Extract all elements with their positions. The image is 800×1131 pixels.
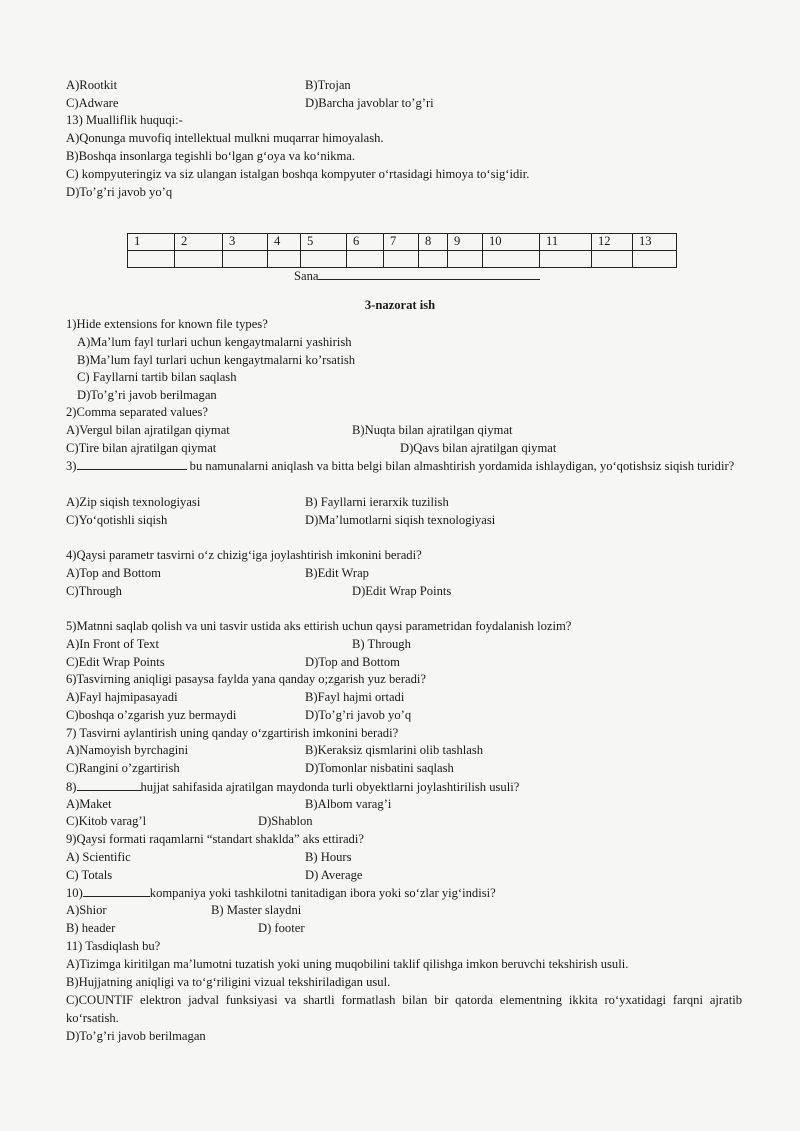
answer-table-header-row (128, 234, 677, 251)
answer-cell[interactable] (483, 251, 540, 268)
answer-table-number: 1 (128, 234, 175, 251)
q7-option-d: D)Tomonlar nisbatini saqlash (305, 761, 454, 775)
q3-number: 3) (66, 459, 77, 473)
q2-question: 2)Comma separated values? (66, 405, 208, 419)
q9-option-d: D) Average (305, 868, 363, 882)
answer-table-number: 13 (633, 234, 677, 251)
answer-cell[interactable] (384, 251, 419, 268)
answer-cell[interactable] (347, 251, 384, 268)
q11-option-c: C)COUNTIF elektron jadval funksiyasi va shartli formatlash bilan bir qatorda elementning ikkita ro‘yxatidagi farqni ajratib ko‘rsatish. (66, 993, 742, 1025)
q3-blank[interactable] (77, 457, 187, 470)
q2-option-c: C)Tire bilan ajratilgan qiymat (66, 441, 217, 455)
q7-option-a: A)Namoyish byrchagini (66, 743, 189, 757)
q5-option-d: D)Top and Bottom (305, 655, 400, 669)
answer-cell[interactable] (128, 251, 175, 268)
date-label: Sana (294, 269, 319, 283)
q1-option-c: C) Fayllarni tartib bilan saqlash (77, 370, 237, 384)
q12-option-c: C)Adware (66, 96, 119, 110)
q13-question: 13) Mualliflik huquqi:- (66, 113, 183, 127)
q7-option-b: B)Keraksiz qismlarini olib tashlash (305, 743, 484, 757)
q6-question: 6)Tasvirning aniqligi pasaysa faylda yana qanday o;zgarish yuz beradi? (66, 672, 427, 686)
q3-question (66, 457, 742, 475)
q3-option-a: A)Zip siqish texnologiyasi (66, 495, 201, 509)
q6-option-a: A)Fayl hajmipasayadi (66, 690, 178, 704)
q10-option-d: D) footer (258, 921, 305, 935)
q1-question: 1)Hide extensions for known file types? (66, 317, 268, 331)
answer-table-number: 3 (223, 234, 268, 251)
q2-option-a: A)Vergul bilan ajratilgan qiymat (66, 423, 230, 437)
q9-option-b: B) Hours (305, 850, 352, 864)
q8-option-c: C)Kitob varag’l (66, 814, 147, 828)
q2-option-b: B)Nuqta bilan ajratilgan qiymat (352, 423, 513, 437)
q12-option-b: B)Trojan (305, 78, 351, 92)
answer-cell[interactable] (268, 251, 301, 268)
q4-option-c: C)Through (66, 584, 122, 598)
q6-option-b: B)Fayl hajmi ortadi (305, 690, 405, 704)
q8-option-b: B)Albom varag’i (305, 797, 392, 811)
answer-table-number: 5 (301, 234, 347, 251)
date-blank[interactable] (318, 267, 540, 280)
answer-table-blank-row (128, 251, 677, 268)
answer-table (127, 233, 677, 268)
q8-blank[interactable] (77, 778, 141, 791)
q8-question (66, 778, 519, 795)
q5-option-b: B) Through (352, 637, 411, 651)
q9-question: 9)Qaysi formati raqamlarni “standart shaklda” aks ettiradi? (66, 832, 364, 846)
answer-table-number: 6 (347, 234, 384, 251)
q3-option-b: B) Fayllarni ierarxik tuzilish (305, 495, 449, 509)
q6-option-c: C)boshqa o’zgarish yuz bermaydi (66, 708, 237, 722)
q11-option-b: B)Hujjatning aniqligi va to‘g‘riligini vizual tekshiriladigan usul. (66, 975, 391, 989)
q4-option-b: B)Edit Wrap (305, 566, 369, 580)
q8-option-d: D)Shablon (258, 814, 313, 828)
q12-option-d: D)Barcha javoblar to’g’ri (305, 96, 434, 110)
q10-question (66, 884, 496, 901)
section-title: 3-nazorat ish (364, 298, 436, 312)
q9-option-a: A) Scientific (66, 850, 131, 864)
q10-option-a: A)Shior (66, 903, 107, 917)
answer-cell[interactable] (540, 251, 592, 268)
answer-table-number: 9 (448, 234, 483, 251)
answer-cell[interactable] (301, 251, 347, 268)
q8-option-a: A)Maket (66, 797, 112, 811)
answer-cell[interactable] (223, 251, 268, 268)
q5-option-c: C)Edit Wrap Points (66, 655, 165, 669)
date-line (294, 267, 540, 284)
answer-cell[interactable] (633, 251, 677, 268)
q3-option-c: C)Yo‘qotishli siqish (66, 513, 168, 527)
q7-question: 7) Tasvirni aylantirish uning qanday o‘zgartirish imkonini beradi? (66, 726, 399, 740)
q10-text: kompaniya yoki tashkilotni tanitadigan ibora yoki so‘zlar yig‘indisi? (149, 886, 496, 900)
q13-option-a: A)Qonunga muvofiq intellektual mulkni muqarrar himoyalash. (66, 131, 384, 145)
q4-option-a: A)Top and Bottom (66, 566, 161, 580)
answer-cell[interactable] (175, 251, 223, 268)
q8-text: hujjat sahifasida ajratilgan maydonda turli obyektlarni joylashtirilish usuli? (140, 780, 520, 794)
answer-cell[interactable] (592, 251, 633, 268)
q7-option-c: C)Rangini o’zgartirish (66, 761, 180, 775)
answer-table-number: 4 (268, 234, 301, 251)
q13-option-d: D)To’g’ri javob yo’q (66, 185, 173, 199)
q11-option-a: A)Tizimga kiritilgan ma’lumotni tuzatish yoki uning muqobilini taklif qilishga imkon beruvchi tekshirish usuli. (66, 957, 629, 971)
answer-table-number: 11 (540, 234, 592, 251)
q4-question: 4)Qaysi parametr tasvirni o‘z chizig‘iga joylashtirish imkonini beradi? (66, 548, 422, 562)
q1-option-a: A)Ma’lum fayl turlari uchun kengaytmalarni yashirish (77, 335, 352, 349)
answer-table-number: 7 (384, 234, 419, 251)
answer-table-number: 12 (592, 234, 633, 251)
q9-option-c: C) Totals (66, 868, 113, 882)
q11-question: 11) Tasdiqlash bu? (66, 939, 161, 953)
answer-cell[interactable] (448, 251, 483, 268)
q10-blank[interactable] (83, 884, 150, 897)
answer-table-number: 10 (483, 234, 540, 251)
q10-option-c: B) header (66, 921, 116, 935)
q13-option-c: C) kompyuteringiz va siz ulangan istalgan boshqa kompyuter o‘rtasidagi himoya to‘sig‘idir. (66, 167, 530, 181)
answer-cell[interactable] (419, 251, 448, 268)
q5-option-a: A)In Front of Text (66, 637, 159, 651)
q11-option-d: D)To’g’ri javob berilmagan (66, 1029, 206, 1043)
q5-question: 5)Matnni saqlab qolish va uni tasvir ustida aks ettirish uchun qaysi parametridan foydalanish lozim? (66, 619, 572, 633)
q8-number: 8) (66, 780, 77, 794)
q1-option-d: D)To’g’ri javob berilmagan (77, 388, 217, 402)
q13-option-b: B)Boshqa insonlarga tegishli bo‘lgan g‘oya va ko‘nikma. (66, 149, 356, 163)
q10-number: 10) (66, 886, 83, 900)
q1-option-b: B)Ma’lum fayl turlari uchun kengaytmalarni ko’rsatish (77, 353, 356, 367)
q10-option-b: B) Master slaydni (211, 903, 302, 917)
answer-table-number: 8 (419, 234, 448, 251)
answer-table-number: 2 (175, 234, 223, 251)
q2-option-d: D)Qavs bilan ajratilgan qiymat (400, 441, 557, 455)
q3-option-d: D)Ma’lumotlarni siqish texnologiyasi (305, 513, 496, 527)
q12-option-a: A)Rootkit (66, 78, 118, 92)
q6-option-d: D)To’g’ri javob yo’q (305, 708, 412, 722)
q3-text: bu namunalarni aniqlash va bitta belgi bilan almashtirish yordamida ishlaydigan, yo‘qotishsiz siqish turidir? (186, 459, 735, 473)
q4-option-d: D)Edit Wrap Points (352, 584, 452, 598)
